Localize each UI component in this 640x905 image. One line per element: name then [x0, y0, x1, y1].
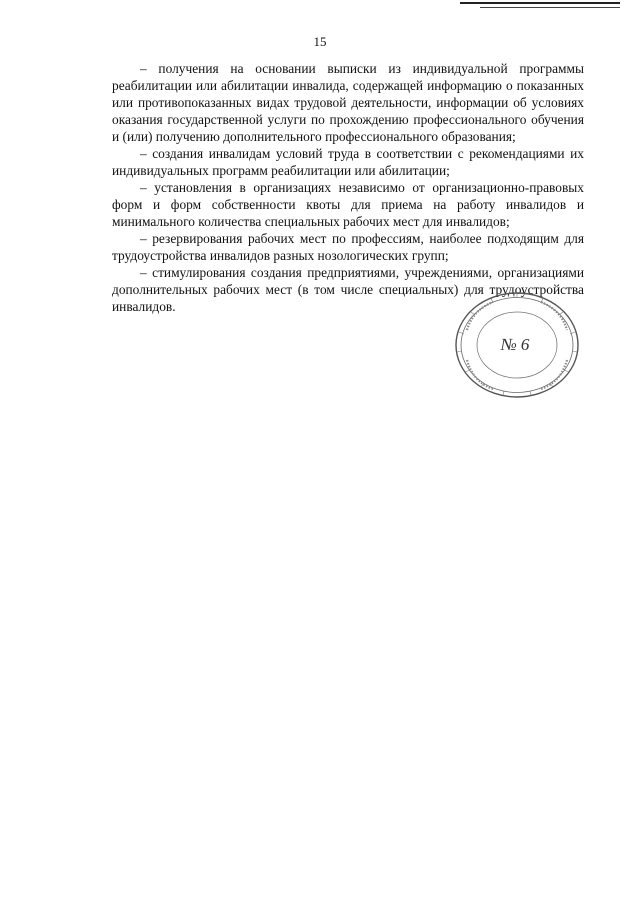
stamp-seal-icon [453, 290, 581, 400]
stamp-label: № 6 [500, 335, 530, 354]
header-rule [460, 2, 620, 4]
paragraph-rehabilitation-program: – получения на основании выписки из индивидуальной программы реабилитации или абилитации инвалида, содержащей информацию о показанных или противопоказанных видах трудовой деятельности, информации об условиях оказания государственной услуги по прохождению профессионального обучения и (или) получению дополнительного профессионального образования; [112, 61, 584, 144]
paragraph-working-conditions: – создания инвалидам условий труда в соответствии с рекомендациями их индивидуальных программ реабилитации или абилитации; [112, 146, 584, 178]
paragraph-job-creation: – стимулирования создания предприятиями, учреждениями, организациями дополнительных рабочих мест (в том числе специальных) для трудоустройства инвалидов. [112, 265, 584, 314]
page-number: 15 [313, 34, 327, 49]
header-rule-secondary [480, 7, 620, 8]
paragraph-job-reservation: – резервирования рабочих мест по профессиям, наиболее подходящим для трудоустройства инвалидов разных нозологических групп; [112, 231, 584, 263]
paragraph-quota: – установления в организациях независимо от организационно-правовых форм и форм собственности квоты для приема на работу инвалидов и минимального количества специальных рабочих мест для инвалидов; [112, 180, 584, 229]
official-stamp [453, 290, 581, 400]
document-body [112, 60, 584, 315]
